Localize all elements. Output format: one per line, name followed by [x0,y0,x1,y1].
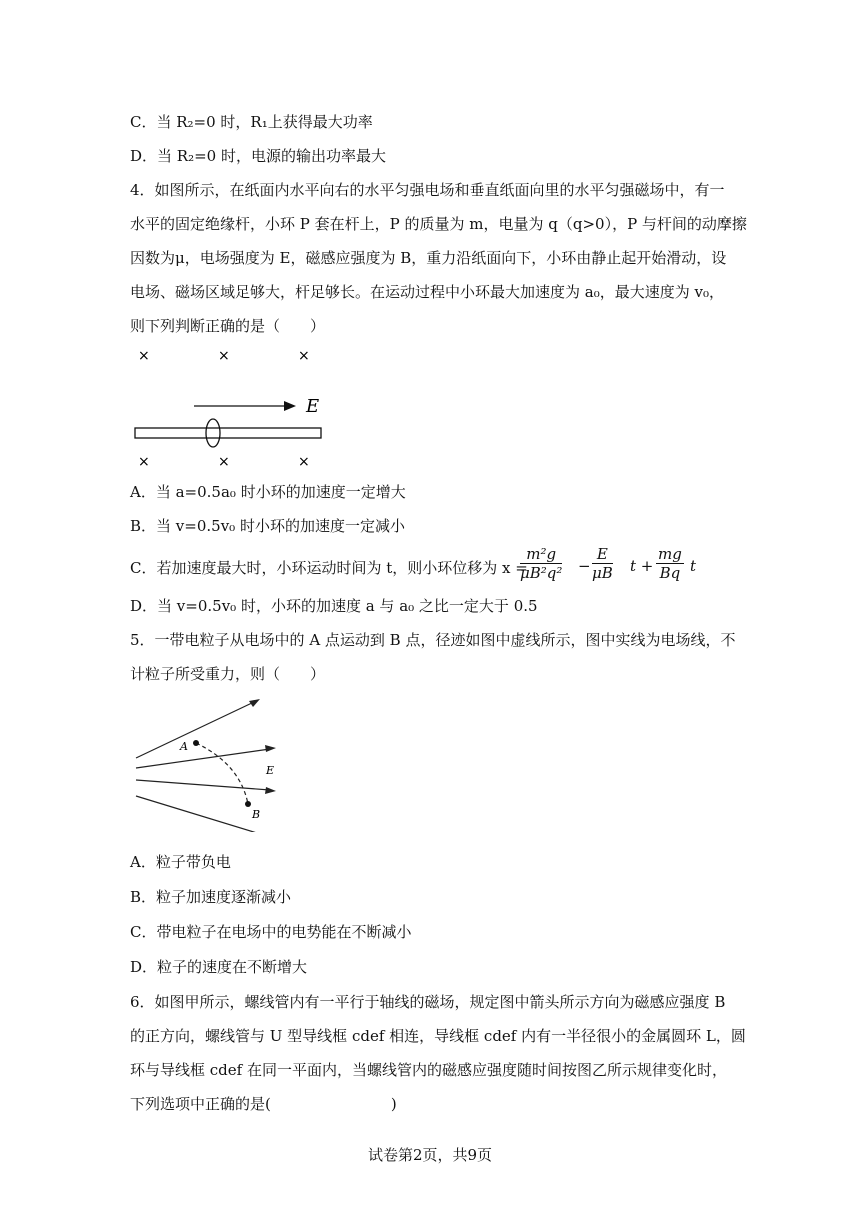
q5-option-b: B．粒子加速度逐渐减小 [130,888,292,906]
q6-stem-line-4: 下列选项中正确的是( ) [130,1095,397,1113]
q4-stem-line-2: 水平的固定绝缘杆，小环 P 套在杆上，P 的质量为 m，电量为 q（q>0），P 与杆间的动摩擦 [130,215,747,233]
q5-option-a: A．粒子带负电 [130,853,231,871]
q4-figure-rod-ring [130,344,350,470]
q4-option-c-t1: t + [630,557,654,575]
q4-rod [135,428,321,438]
q4-option-c-prefix: C．若加速度最大时，小环运动时间为 t，则小环位移为 x = [130,559,528,577]
q5-label-a: A [180,740,188,753]
q4-option-a: A．当 a=0.5a₀ 时小环的加速度一定增大 [130,483,406,501]
q5-figure-field-lines [130,692,290,832]
q3-option-d: D．当 R₂=0 时，电源的输出功率最大 [130,147,386,165]
q4-figure-cross-5: × [218,454,230,470]
q5-point-a [193,740,199,746]
q4-ring [206,419,220,447]
q4-stem-line-1: 4．如图所示，在纸面内水平向右的水平匀强电场和垂直纸面向里的水平匀强磁场中，有一 [130,181,725,199]
q4-field-arrow-head [284,401,296,411]
q6-stem-line-3: 环与导线框 cdef 在同一平面内，当螺线管内的磁感应强度随时间按图乙所示规律变化时， [130,1061,727,1079]
q4-stem-line-3: 因数为μ，电场强度为 E，磁感应强度为 B，重力沿纸面向下，小环由静止起开始滑动，设 [130,249,727,267]
q4-option-c-fraction-2: $\frac{E}{\mu B}$ [592,545,613,582]
q4-stem-line-4: 电场、磁场区域足够大，杆足够长。在运动过程中小环最大加速度为 a₀，最大速度为 v₀， [130,283,724,301]
q5-stem-line-2: 计粒子所受重力，则（ ） [130,665,326,683]
q4-option-b: B．当 v=0.5v₀ 时小环的加速度一定减小 [130,517,405,535]
q4-option-c-minus: − [578,557,591,575]
q5-particle-path [196,743,248,804]
page-footer: 试卷第2页，共9页 [367,1146,493,1164]
q5-stem-line-1: 5．一带电粒子从电场中的 A 点运动到 B 点，径迹如图中虚线所示，图中实线为电场线，不 [130,631,736,649]
q4-figure-label-e: E [306,396,320,417]
q5-field-line-1 [136,702,254,758]
q4-figure-cross-2: × [218,348,230,364]
q5-option-c: C．带电粒子在电场中的电势能在不断减小 [130,923,412,941]
q5-option-d: D．粒子的速度在不断增大 [130,958,308,976]
q4-figure-cross-6: × [298,454,310,470]
q4-figure-cross-3: × [298,348,310,364]
q4-stem-line-5: 则下列判断正确的是（ ） [130,317,326,335]
q4-option-c [130,545,730,588]
q4-figure-cross-1: × [138,348,150,364]
q6-stem-line-1: 6．如图甲所示，螺线管内有一平行于轴线的磁场，规定图中箭头所示方向为磁感应强度 B [130,993,726,1011]
q5-label-e: E [266,764,275,777]
q5-point-b [245,801,251,807]
q6-stem-line-2: 的正方向，螺线管与 U 型导线框 cdef 相连，导线框 cdef 内有一半径很小的金属圆环 L，圆 [130,1027,746,1045]
q4-option-c-t2: t [690,557,697,575]
q4-option-d: D．当 v=0.5v₀ 时，小环的加速度 a 与 a₀ 之比一定大于 0.5 [130,597,538,615]
q4-figure-cross-4: × [138,454,150,470]
q3-option-c: C．当 R₂=0 时，R₁上获得最大功率 [130,113,373,131]
q4-option-c-fraction-3: $\frac{mg}{Bq}$ [658,545,682,582]
q5-field-line-4 [136,796,270,832]
q4-option-c-fraction-1: $\frac{\text{m²g}}{\text{μB²q²}}$ [520,545,563,582]
q5-label-b: B [252,808,261,821]
q5-field-line-2 [136,749,270,768]
q5-field-line-3 [136,780,270,790]
